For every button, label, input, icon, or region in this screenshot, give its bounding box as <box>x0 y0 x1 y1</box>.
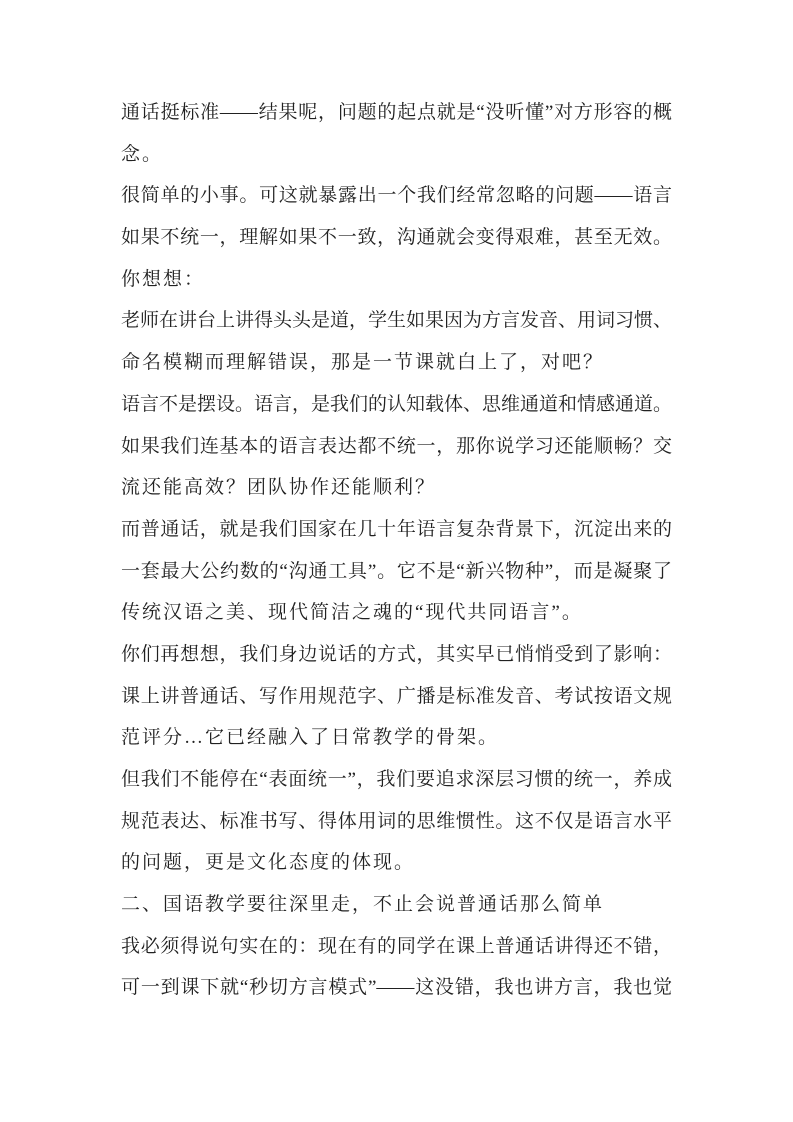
section-heading <box>121 884 672 926</box>
paragraph <box>121 300 672 383</box>
paragraph <box>121 634 672 759</box>
text-line: 可一到课下就“秒切方言模式”——这没错，我也讲方言，我也觉 <box>121 977 672 999</box>
paragraph <box>121 175 672 300</box>
paragraph <box>121 384 672 509</box>
text-line: 一套最大公约数的“沟通工具”。它不是“新兴物种”，而是凝聚了 <box>121 560 672 582</box>
text-line: 命名模糊而理解错误，那是一节课就白上了，对吧？ <box>121 352 605 374</box>
document-text <box>121 92 672 1009</box>
text-line: 很简单的小事。可这就暴露出一个我们经常忽略的问题——语言 <box>121 185 672 207</box>
text-line: 念。 <box>121 143 164 165</box>
text-line: 流还能高效？团队协作还能顺利？ <box>121 477 437 499</box>
text-line: 如果我们连基本的语言表达都不统一，那你说学习还能顺畅？交 <box>121 435 672 457</box>
text-line: 范评分…它已经融入了日常教学的骨架。 <box>121 727 500 749</box>
text-line: 但我们不能停在“表面统一”，我们要追求深层习惯的统一，养成 <box>121 769 672 790</box>
paragraph <box>121 509 672 634</box>
text-line: 我必须得说句实在的：现在有的同学在课上普通话讲得还不错， <box>121 935 672 957</box>
text-line: 你想想： <box>121 268 206 290</box>
text-line: 通话挺标准——结果呢，问题的起点就是“没听懂”对方形容的概 <box>121 102 672 123</box>
text-line: 的问题，更是文化态度的体现。 <box>121 852 416 874</box>
paragraph <box>121 926 672 1009</box>
heading-line: 二、国语教学要往深里走，不止会说普通话那么简单 <box>121 894 605 916</box>
text-line: 语言不是摆设。语言，是我们的认知载体、思维通道和情感通道。 <box>121 393 672 415</box>
text-line: 课上讲普通话、写作用规范字、广播是标准发音、考试按语文规 <box>121 685 672 707</box>
text-line: 你们再想想，我们身边说话的方式，其实早已悄悄受到了影响： <box>121 643 672 665</box>
text-line: 规范表达、标准书写、得体用词的思维惯性。这不仅是语言水平 <box>121 810 672 832</box>
text-line: 而普通话，就是我们国家在几十年语言复杂背景下，沉淀出来的 <box>121 518 672 540</box>
paragraph <box>121 759 672 884</box>
paragraph <box>121 92 672 175</box>
text-line: 老师在讲台上讲得头头是道，学生如果因为方言发音、用词习惯、 <box>121 310 672 332</box>
text-line: 如果不统一，理解如果不一致，沟通就会变得艰难，甚至无效。 <box>121 227 672 249</box>
text-line: 传统汉语之美、现代简洁之魂的“现代共同语言”。 <box>121 602 583 624</box>
